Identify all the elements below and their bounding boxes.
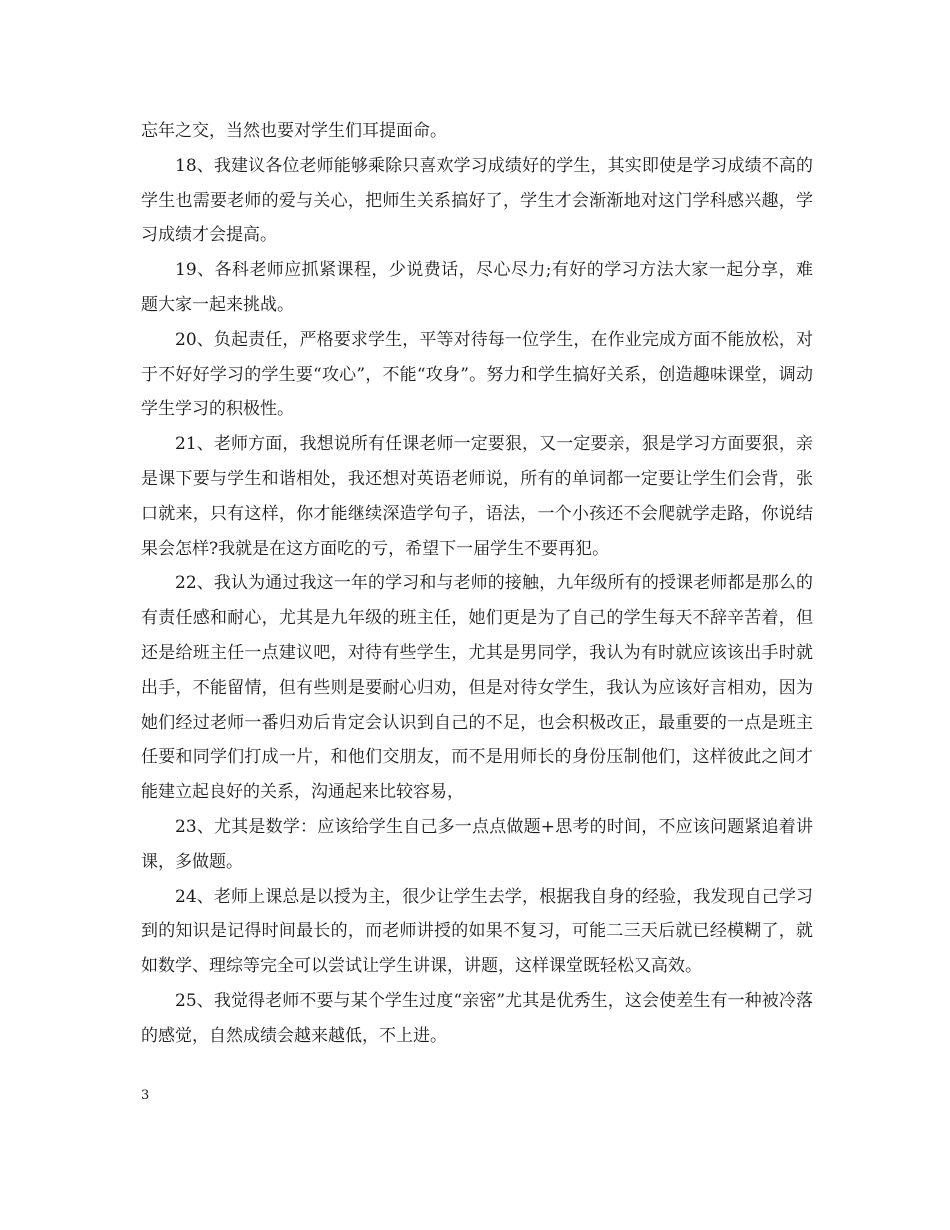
paragraph-item-21: 21、老师方面，我想说所有任课老师一定要狠，又一定要亲，狠是学习方面要狠，亲是课下要与学生和谐相处，我还想对英语老师说，所有的单词都一定要让学生们会背，张口就来，只有这样，你才能继续深造学句子，语法，一个小孩还不会爬就学走路，你说结果会怎样?我就是在这方面吃的亏，希望下一届学生不要再犯。 xyxy=(141,434,813,559)
paragraph-item-23: 23、尤其是数学：应该给学生自己多一点点做题+思考的时间，不应该问题紧追着讲课，多做题。 xyxy=(141,816,813,872)
paragraph-item-25: 25、我觉得老师不要与某个学生过度“亲密”尤其是优秀生，这会使差生有一种被冷落的感觉，自然成绩会越来越低，不上进。 xyxy=(141,990,813,1046)
paragraph-item-19: 19、各科老师应抓紧课程，少说费话，尽心尽力;有好的学习方法大家一起分享，难题大家一起来挑战。 xyxy=(141,260,813,315)
paragraph-item-22: 22、我认为通过我这一年的学习和与老师的接触，九年级所有的授课老师都是那么的有责任感和耐心，尤其是九年级的班主任，她们更是为了自己的学生每天不辞辛苦着，但还是给班主任一点建议吧，对待有些学生，尤其是男同学，我认为有时就应该该出手时就出手，不能留情，但有些则是要耐心归劝，但是对待女学生，我认为应该好言相劝，因为她们经过老师一番归劝后肯定会认识到自己的不足，也会积极改正，最重要的一点是班主任要和同学们打成一片，和他们交朋友，而不是用师长的身份压制他们，这样彼此之间才能建立起良好的关系，沟通起来比较容易， xyxy=(141,573,813,803)
paragraph-item-24: 24、老师上课总是以授为主，很少让学生去学，根据我自身的经验，我发现自己学习到的知识是记得时间最长的，而老师讲授的如果不复习，可能二三天后就已经模糊了，就如数学、理综等完全可以尝试让学生讲课，讲题，这样课堂既轻松又高效。 xyxy=(141,886,813,977)
page-number: 3 xyxy=(141,1088,150,1103)
document-body xyxy=(141,114,813,1054)
paragraph-item-18: 18、我建议各位老师能够乘除只喜欢学习成绩好的学生，其实即使是学习成绩不高的学生也需要老师的爱与关心，把师生关系搞好了，学生才会渐渐地对这门学科感兴趣，学习成绩才会提高。 xyxy=(141,155,813,246)
paragraph-item-20: 20、负起责任，严格要求学生，平等对待每一位学生，在作业完成方面不能放松，对于不好好学习的学生要“攻心”，不能“攻身”。努力和学生搞好关系，创造趣味课堂，调动学生学习的积极性。 xyxy=(141,329,813,420)
paragraph-continuation: 忘年之交，当然也要对学生们耳提面命。 xyxy=(141,121,447,141)
